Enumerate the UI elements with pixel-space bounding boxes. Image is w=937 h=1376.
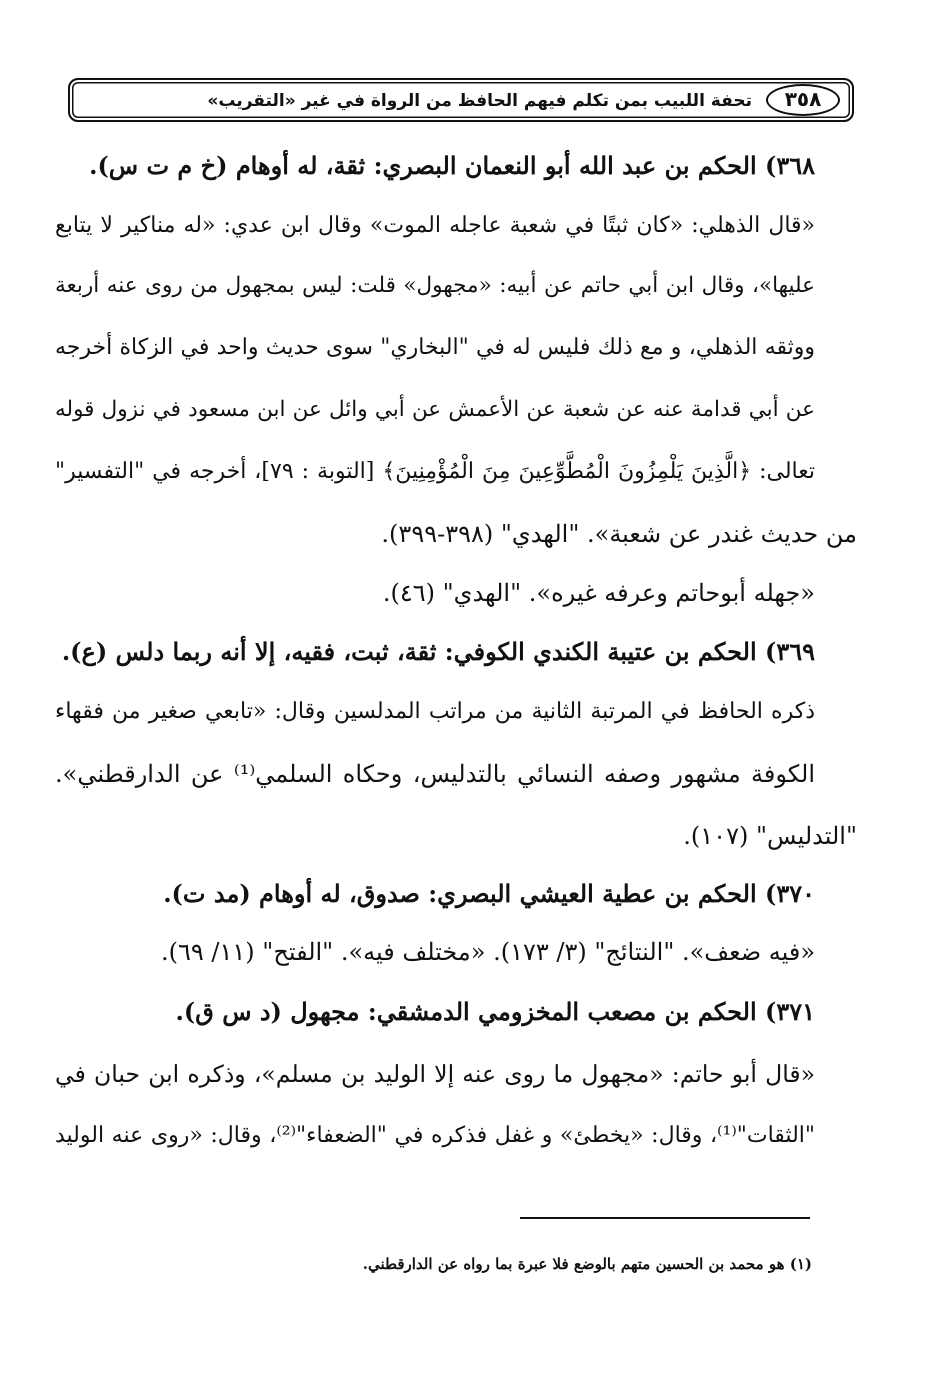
text-line: عليها»، وقال ابن أبي حاتم عن أبيه: «مجهول» قلت: ليس بمجهول من روى عنه أربعة xyxy=(55,273,815,298)
text-line: عن أبي قدامة عنه عن شعبة عن الأعمش عن أبي وائل عن ابن مسعود في نزول قوله xyxy=(55,397,815,422)
footnote: (١) هو محمد بن الحسين متهم بالوضع فلا عبرة بما رواه عن الدارقطني. xyxy=(362,1255,812,1273)
page-header xyxy=(68,78,854,122)
text-line-quran-verse: تعالى: ﴿الَّذِينَ يَلْمِزُونَ الْمُطَّوِّعِينَ مِنَ الْمُؤْمِنِينَ﴾ [التوبة : ٧٩]، أخرجه في "التفسير" xyxy=(55,459,815,484)
footnote-separator xyxy=(520,1217,810,1219)
text-line: من حديث غندر عن شعبة». "الهدي" (٣٩٨-٣٩٩). xyxy=(381,520,857,548)
text-line: "التدليس" (١٠٧). xyxy=(683,822,857,850)
entry-369-heading: ٣٦٩) الحكم بن عتيبة الكندي الكوفي: ثقة، ثبت، فقيه، إلا أنه ربما دلس (ع). xyxy=(61,637,815,666)
text-line: ذكره الحافظ في المرتبة الثانية من مراتب المدلسين وقال: «تابعي صغير من فقهاء xyxy=(55,699,815,724)
text-line: ووثقه الذهلي، و مع ذلك فليس له في "البخاري" سوى حديث واحد في الزكاة أخرجه xyxy=(55,335,815,360)
text-line: «فيه ضعف». "النتائج" (٣/ ١٧٣). «مختلف فيه». "الفتح" (١١/ ٦٩). xyxy=(161,938,815,966)
text-line: «قال أبو حاتم: «مجهول ما روى عنه إلا الوليد بن مسلم»، وذكره ابن حبان في xyxy=(55,1060,815,1088)
entry-368-heading: ٣٦٨) الحكم بن عبد الله أبو النعمان البصري: ثقة، له أوهام (خ م ت س). xyxy=(89,151,815,180)
entry-370-heading: ٣٧٠) الحكم بن عطية العيشي البصري: صدوق، له أوهام (مد ت). xyxy=(163,879,815,908)
entry-371-heading: ٣٧١) الحكم بن مصعب المخزومي الدمشقي: مجهول (د س ق). xyxy=(175,997,815,1026)
text-line: «جهله أبوحاتم وعرفه غيره». "الهدي" (٤٦). xyxy=(382,579,815,607)
text-line: "الثقات"⁽¹⁾، وقال: «يخطئ» و غفل فذكره في "الضعفاء"⁽²⁾، وقال: «روى عنه الوليد xyxy=(55,1123,815,1148)
running-title: تحفة اللبيب بمن تكلم فيهم الحافظ من الرواة في غير «التقريب» xyxy=(207,91,752,111)
text-line: «قال الذهلي: «كان ثبتًا في شعبة عاجله الموت» وقال ابن عدي: «له مناكير لا يتابع xyxy=(55,213,815,238)
page-number: ٣٥٨ xyxy=(766,84,840,116)
text-line: الكوفة مشهور وصفه النسائي بالتدليس، وحكاه السلمي⁽¹⁾ عن الدارقطني». xyxy=(55,760,815,788)
